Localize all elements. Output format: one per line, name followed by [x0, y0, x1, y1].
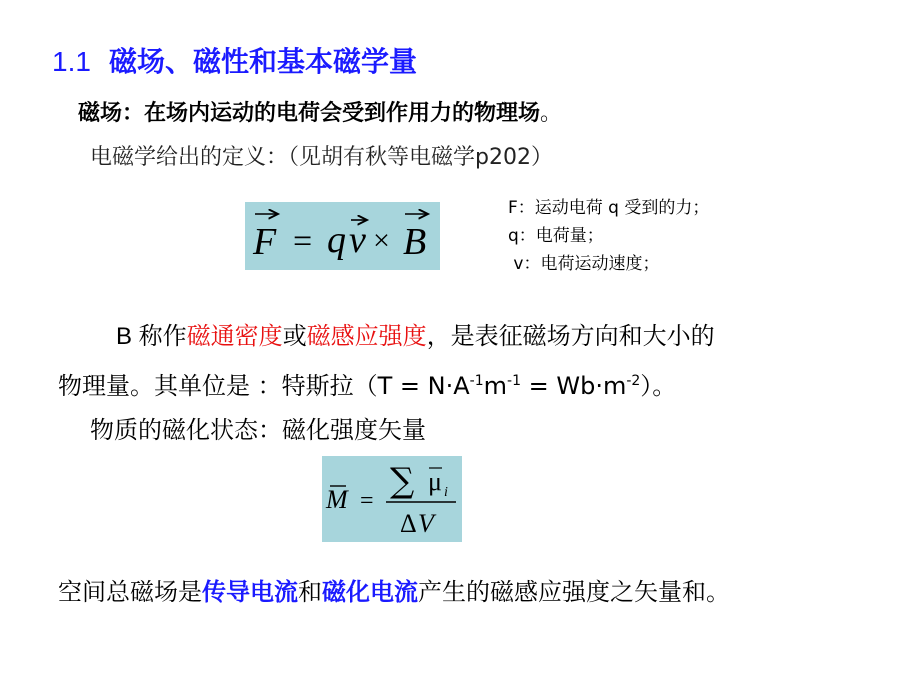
- formula-times: ×: [373, 224, 390, 257]
- definition-end: 。: [540, 101, 563, 126]
- subscript-i: i: [444, 485, 448, 500]
- formula-notes: [508, 194, 709, 278]
- formula-equals: =: [293, 223, 313, 260]
- page-title: [52, 40, 417, 80]
- formula-F: F: [253, 221, 277, 263]
- formula-q: q: [327, 219, 346, 261]
- unit-m: m: [483, 372, 508, 400]
- definition-label: 磁场：: [78, 101, 145, 126]
- lorentz-force-formula: [245, 202, 440, 270]
- source-reference: 电磁学给出的定义：（见胡有秋等电磁学p202）: [90, 145, 553, 170]
- term-induction-intensity: 磁感应强度: [306, 322, 427, 350]
- magnetization-formula: [322, 456, 462, 542]
- magnetic-field-definition: [78, 96, 562, 127]
- term-conduction-current: 传导电流: [202, 578, 298, 606]
- total-field-statement: [58, 572, 730, 607]
- flux-density-paragraph: [58, 314, 715, 408]
- note-velocity: v：电荷运动速度；: [508, 254, 660, 274]
- formula-M: M: [326, 485, 348, 514]
- volume-V: V: [418, 509, 434, 538]
- unit-sup-1: -1: [469, 373, 484, 389]
- final-text-2: 产生的磁感应强度之矢量和。: [418, 578, 730, 606]
- formula2-equals: =: [360, 488, 374, 514]
- para-text-2: ，是表征磁场方向和大小的: [426, 322, 715, 350]
- delta-symbol: Δ: [400, 509, 417, 538]
- term-flux-density: 磁通密度: [186, 322, 283, 350]
- formula-B: B: [403, 221, 427, 263]
- magnetization-state-line: 物质的磁化状态：磁化强度矢量: [90, 416, 426, 444]
- note-charge: q：电荷量；: [508, 226, 604, 246]
- section-title: 磁场、磁性和基本磁学量: [108, 45, 417, 78]
- term-magnetization-current: 磁化电流: [322, 578, 418, 606]
- mu-symbol: μ: [428, 467, 442, 496]
- formula-v: v: [349, 219, 366, 261]
- para-text: B 称作: [116, 323, 187, 350]
- final-text: 空间总磁场是: [58, 578, 202, 606]
- final-and: 和: [298, 578, 322, 606]
- para-or: 或: [282, 322, 307, 350]
- section-number: 1.1: [52, 46, 91, 77]
- sum-symbol: ∑: [390, 461, 415, 501]
- note-force: F：运动电荷 q 受到的力；: [508, 198, 710, 218]
- unit-wb: = Wb·m: [520, 372, 627, 400]
- para-unit-text: 物理量。其单位是 ：特斯拉（T = N·A: [58, 372, 470, 400]
- unit-end: ）。: [640, 372, 677, 400]
- unit-sup-2: -1: [507, 373, 521, 389]
- definition-text: 在场内运动的电荷会受到作用力的物理场: [144, 101, 541, 126]
- unit-sup-3: -2: [626, 373, 641, 389]
